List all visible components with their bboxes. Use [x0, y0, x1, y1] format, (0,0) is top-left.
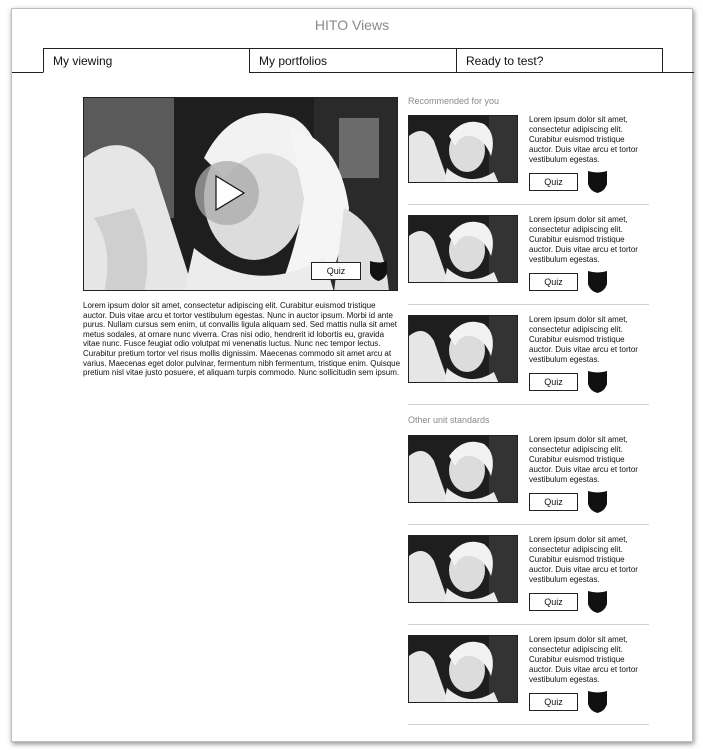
recommended-item-text: Lorem ipsum dolor sit amet, consectetur adipiscing elit. Curabitur euismod tristique auctor. Duis vitae arcu et tortor vestibulum egestas. [529, 115, 638, 164]
card-divider [408, 404, 649, 405]
app-title: HITO Views [314, 17, 390, 33]
recommended-quiz-button[interactable]: Quiz [529, 373, 578, 391]
other-standard-item [408, 435, 649, 535]
shield-icon[interactable] [588, 690, 607, 714]
shield-icon[interactable] [588, 370, 607, 394]
recommended-quiz-button[interactable]: Quiz [529, 173, 578, 191]
other-standard-thumbnail[interactable] [408, 435, 518, 503]
other-standard-thumbnail[interactable] [408, 635, 518, 703]
other-standard-item-text: Lorem ipsum dolor sit amet, consectetur adipiscing elit. Curabitur euismod tristique auctor. Duis vitae arcu et tortor vestibulum egestas. [529, 635, 638, 684]
other-standard-item-text: Lorem ipsum dolor sit amet, consectetur adipiscing elit. Curabitur euismod tristique auctor. Duis vitae arcu et tortor vestibulum egestas. [529, 435, 638, 484]
card-divider [408, 304, 649, 305]
tab-ready-to-test[interactable]: Ready to test? [456, 48, 663, 73]
recommended-item [408, 315, 649, 415]
other-standard-item-text: Lorem ipsum dolor sit amet, consectetur adipiscing elit. Curabitur euismod tristique auctor. Duis vitae arcu et tortor vestibulum egestas. [529, 535, 638, 584]
recommended-quiz-button[interactable]: Quiz [529, 273, 578, 291]
shield-icon[interactable] [588, 270, 607, 294]
card-divider [408, 204, 649, 205]
video-player[interactable] [83, 97, 398, 291]
recommended-thumbnail[interactable] [408, 215, 518, 283]
other-standard-item [408, 535, 649, 635]
play-icon[interactable] [194, 160, 260, 226]
tab-my-portfolios[interactable]: My portfolios [249, 48, 457, 73]
other-standards-heading: Other unit standards [408, 415, 490, 425]
recommended-item [408, 215, 649, 315]
video-quiz-button[interactable]: Quiz [311, 262, 361, 280]
other-standard-thumbnail[interactable] [408, 535, 518, 603]
recommended-thumbnail[interactable] [408, 115, 518, 183]
shield-icon[interactable] [588, 590, 607, 614]
other-standard-quiz-button[interactable]: Quiz [529, 593, 578, 611]
other-standard-quiz-button[interactable]: Quiz [529, 493, 578, 511]
other-standard-quiz-button[interactable]: Quiz [529, 693, 578, 711]
card-divider [408, 724, 649, 725]
recommended-item-text: Lorem ipsum dolor sit amet, consectetur adipiscing elit. Curabitur euismod tristique auctor. Duis vitae arcu et tortor vestibulum egestas. [529, 315, 638, 364]
recommended-item [408, 115, 649, 215]
app-window [11, 8, 693, 742]
video-description: Lorem ipsum dolor sit amet, consectetur adipiscing elit. Curabitur euismod tristique auctor. Duis vitae arcu et tortor vestibulum egestas. Nunc in auctor ipsum. Morbi id ante purus. Nullam cursus sem enim, ut convallis ligula aliquam sed. Sed mattis nulla sit amet metus sodales, at ornare nunc viverra. Cras nisi odio, hendrerit id lobortis eu, gravida vitae nunc. Fusce feugiat odio volutpat mi venenatis luctus. Nunc nec tempor lectus. Curabitur pretium tortor vel risus mollis dignissim. Maecenas commodo sit amet arcu at varius. Maecenas eget dolor pulvinar, fermentum nibh fermentum, tristique enim. Quisque pretium nisl vitae justo posuere, et aliquam turpis commodo. Nunc sollicitudin sem ipsum. [83, 301, 401, 378]
other-standard-item [408, 635, 649, 735]
shield-icon[interactable] [588, 490, 607, 514]
card-divider [408, 524, 649, 525]
recommended-item-text: Lorem ipsum dolor sit amet, consectetur adipiscing elit. Curabitur euismod tristique auctor. Duis vitae arcu et tortor vestibulum egestas. [529, 215, 638, 264]
card-divider [408, 624, 649, 625]
recommended-thumbnail[interactable] [408, 315, 518, 383]
shield-icon[interactable] [588, 170, 607, 194]
recommended-heading: Recommended for you [408, 96, 500, 106]
shield-icon[interactable] [370, 260, 387, 282]
tab-my-viewing[interactable]: My viewing [43, 48, 250, 73]
